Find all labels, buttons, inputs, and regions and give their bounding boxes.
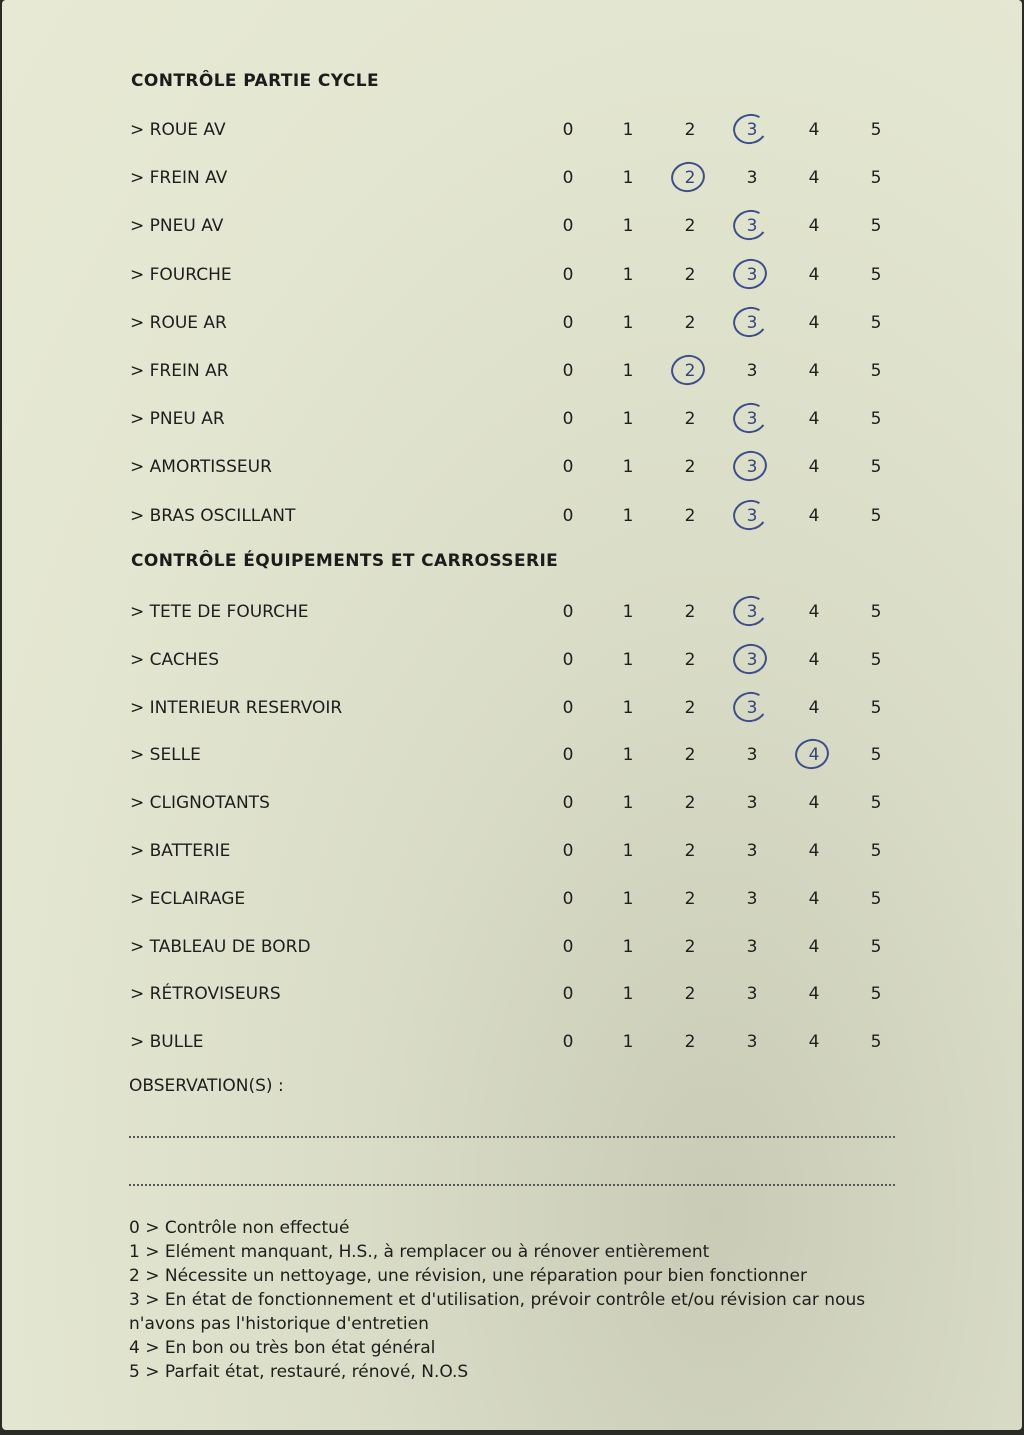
score-option-1[interactable]: 1 xyxy=(622,120,634,140)
row-label: > CACHES xyxy=(130,649,220,670)
row-label: > ECLAIRAGE xyxy=(130,888,246,909)
score-option-4[interactable]: 4 xyxy=(808,264,820,285)
score-option-1[interactable]: 1 xyxy=(622,361,634,381)
hand-drawn-circle-mark xyxy=(730,448,769,484)
score-option-0[interactable]: 0 xyxy=(562,264,574,285)
score-option-3[interactable]: 3 xyxy=(746,361,758,381)
score-option-3[interactable]: 3 xyxy=(742,650,762,670)
score-option-1[interactable]: 1 xyxy=(622,168,634,189)
score-option-4[interactable]: 4 xyxy=(808,312,820,333)
checklist-row xyxy=(2,598,1022,628)
score-option-3[interactable]: 3 xyxy=(742,313,762,333)
score-option-5[interactable]: 5 xyxy=(870,312,882,333)
legend-item-4: 4 > En bon ou très bon état général xyxy=(129,1338,436,1358)
score-option-2[interactable]: 2 xyxy=(680,168,700,188)
score-option-3[interactable]: 3 xyxy=(746,793,758,814)
score-option-2[interactable]: 2 xyxy=(684,888,696,909)
score-option-3[interactable]: 3 xyxy=(746,888,758,909)
score-option-1[interactable]: 1 xyxy=(622,888,634,909)
row-label: > FREIN AR xyxy=(130,361,229,381)
score-option-1[interactable]: 1 xyxy=(622,1032,634,1053)
score-option-2[interactable]: 2 xyxy=(684,216,696,237)
checklist-row xyxy=(2,357,1022,387)
row-label: > BATTERIE xyxy=(130,841,231,861)
score-option-3[interactable]: 3 xyxy=(742,457,762,477)
score-option-3[interactable]: 3 xyxy=(746,936,758,957)
row-label: > SELLE xyxy=(130,745,201,766)
score-option-5[interactable]: 5 xyxy=(870,793,882,814)
score-option-4[interactable]: 4 xyxy=(808,649,820,670)
score-option-2[interactable]: 2 xyxy=(684,984,696,1005)
score-option-3[interactable]: 3 xyxy=(742,216,762,236)
hand-drawn-circle-mark xyxy=(730,304,769,340)
score-option-5[interactable]: 5 xyxy=(870,409,882,430)
score-option-1[interactable]: 1 xyxy=(622,505,634,526)
score-option-1[interactable]: 1 xyxy=(622,984,634,1005)
score-option-3[interactable]: 3 xyxy=(742,120,762,140)
score-option-1[interactable]: 1 xyxy=(622,841,634,861)
score-option-0[interactable]: 0 xyxy=(562,312,574,333)
row-label: > TETE DE FOURCHE xyxy=(130,602,309,622)
row-label: > BULLE xyxy=(130,1032,204,1053)
score-option-2[interactable]: 2 xyxy=(684,602,696,622)
score-option-3[interactable]: 3 xyxy=(746,1032,758,1053)
observations-label: OBSERVATION(S) : xyxy=(129,1076,284,1096)
checklist-row xyxy=(2,1028,1022,1058)
row-label: > PNEU AR xyxy=(130,409,225,430)
row-label: > RÉTROVISEURS xyxy=(130,984,281,1005)
score-legend xyxy=(129,1216,889,1384)
score-option-5[interactable]: 5 xyxy=(870,888,882,909)
score-option-5[interactable]: 5 xyxy=(870,745,882,766)
checklist-row xyxy=(2,502,1022,532)
checklist-row xyxy=(2,646,1022,676)
score-option-1[interactable]: 1 xyxy=(622,216,634,237)
legend-item-1: 1 > Elément manquant, H.S., à remplacer ou à rénover entièrement xyxy=(129,1242,710,1262)
score-option-4[interactable]: 4 xyxy=(808,168,820,189)
section-title-equipment: CONTRÔLE ÉQUIPEMENTS ET CARROSSERIE xyxy=(131,551,559,571)
inspection-sheet xyxy=(2,0,1022,1430)
score-option-1[interactable]: 1 xyxy=(622,745,634,766)
score-option-4[interactable]: 4 xyxy=(808,120,820,140)
row-label: > FOURCHE xyxy=(130,264,232,285)
score-option-0[interactable]: 0 xyxy=(562,505,574,526)
score-option-0[interactable]: 0 xyxy=(562,361,574,381)
score-option-1[interactable]: 1 xyxy=(622,697,634,718)
score-option-5[interactable]: 5 xyxy=(870,120,882,140)
row-label: > ROUE AV xyxy=(130,120,226,140)
score-option-0[interactable]: 0 xyxy=(562,409,574,430)
score-option-2[interactable]: 2 xyxy=(684,264,696,285)
checklist-row xyxy=(2,741,1022,771)
score-option-5[interactable]: 5 xyxy=(870,216,882,237)
score-option-5[interactable]: 5 xyxy=(870,841,882,861)
score-option-2[interactable]: 2 xyxy=(680,361,700,381)
row-label: > FREIN AV xyxy=(130,168,228,189)
legend-item-3: 3 > En état de fonctionnement et d'utilisation, prévoir contrôle et/ou révision car nous n'avons pas l'historique d'entretien xyxy=(129,1290,866,1334)
hand-drawn-circle-mark xyxy=(730,496,769,532)
score-option-3[interactable]: 3 xyxy=(746,984,758,1005)
score-option-0[interactable]: 0 xyxy=(562,1032,574,1053)
hand-drawn-circle-mark xyxy=(730,400,769,436)
score-option-0[interactable]: 0 xyxy=(562,168,574,189)
hand-drawn-circle-mark xyxy=(730,593,769,629)
score-option-5[interactable]: 5 xyxy=(870,602,882,622)
score-option-4[interactable]: 4 xyxy=(808,984,820,1005)
score-option-4[interactable]: 4 xyxy=(804,745,824,765)
score-option-4[interactable]: 4 xyxy=(808,888,820,909)
score-option-2[interactable]: 2 xyxy=(684,841,696,861)
checklist-row xyxy=(2,885,1022,915)
score-option-2[interactable]: 2 xyxy=(684,505,696,526)
legend-item-0: 0 > Contrôle non effectué xyxy=(129,1218,350,1238)
score-option-4[interactable]: 4 xyxy=(808,1032,820,1053)
score-option-3[interactable]: 3 xyxy=(742,602,762,622)
score-option-0[interactable]: 0 xyxy=(562,649,574,670)
score-option-5[interactable]: 5 xyxy=(870,264,882,285)
hand-drawn-circle-mark xyxy=(668,352,707,388)
score-option-0[interactable]: 0 xyxy=(562,216,574,237)
score-option-1[interactable]: 1 xyxy=(622,409,634,430)
score-option-3[interactable]: 3 xyxy=(746,841,758,861)
score-option-4[interactable]: 4 xyxy=(808,936,820,957)
score-option-5[interactable]: 5 xyxy=(870,984,882,1005)
score-option-1[interactable]: 1 xyxy=(622,793,634,814)
score-option-3[interactable]: 3 xyxy=(746,745,758,766)
score-option-0[interactable]: 0 xyxy=(562,745,574,766)
score-option-2[interactable]: 2 xyxy=(684,745,696,766)
observation-line-2[interactable] xyxy=(129,1184,895,1186)
score-option-4[interactable]: 4 xyxy=(808,841,820,861)
legend-item-5: 5 > Parfait état, restauré, rénové, N.O.S xyxy=(129,1362,469,1382)
score-option-3[interactable]: 3 xyxy=(746,168,758,189)
score-option-2[interactable]: 2 xyxy=(684,1032,696,1053)
row-label: > INTERIEUR RESERVOIR xyxy=(130,697,343,718)
score-option-2[interactable]: 2 xyxy=(684,457,696,478)
score-option-1[interactable]: 1 xyxy=(622,312,634,333)
score-option-2[interactable]: 2 xyxy=(684,936,696,957)
score-option-2[interactable]: 2 xyxy=(684,649,696,670)
score-option-4[interactable]: 4 xyxy=(808,697,820,718)
row-label: > AMORTISSEUR xyxy=(130,457,272,478)
score-option-4[interactable]: 4 xyxy=(808,505,820,526)
checklist-row xyxy=(2,837,1022,867)
score-option-0[interactable]: 0 xyxy=(562,793,574,814)
score-option-0[interactable]: 0 xyxy=(562,984,574,1005)
row-label: > CLIGNOTANTS xyxy=(130,793,270,814)
hand-drawn-circle-mark xyxy=(730,207,769,243)
score-option-3[interactable]: 3 xyxy=(742,265,762,285)
score-option-3[interactable]: 3 xyxy=(742,409,762,429)
score-option-3[interactable]: 3 xyxy=(742,506,762,526)
score-option-1[interactable]: 1 xyxy=(622,264,634,285)
score-option-2[interactable]: 2 xyxy=(684,409,696,430)
score-option-2[interactable]: 2 xyxy=(684,793,696,814)
score-option-0[interactable]: 0 xyxy=(562,936,574,957)
score-option-0[interactable]: 0 xyxy=(562,120,574,140)
score-option-5[interactable]: 5 xyxy=(870,457,882,478)
hand-drawn-circle-mark xyxy=(668,159,707,195)
checklist-row xyxy=(2,164,1022,194)
score-option-4[interactable]: 4 xyxy=(808,793,820,814)
checklist-row xyxy=(2,116,1022,146)
hand-drawn-circle-mark xyxy=(792,736,831,772)
score-option-3[interactable]: 3 xyxy=(742,698,762,718)
score-option-1[interactable]: 1 xyxy=(622,602,634,622)
score-option-1[interactable]: 1 xyxy=(622,936,634,957)
hand-drawn-circle-mark xyxy=(730,641,769,677)
score-option-2[interactable]: 2 xyxy=(684,312,696,333)
score-option-0[interactable]: 0 xyxy=(562,457,574,478)
score-option-5[interactable]: 5 xyxy=(870,361,882,381)
row-label: > ROUE AR xyxy=(130,312,227,333)
score-option-4[interactable]: 4 xyxy=(808,457,820,478)
score-option-0[interactable]: 0 xyxy=(562,888,574,909)
section-title-cycle: CONTRÔLE PARTIE CYCLE xyxy=(131,71,379,91)
score-option-2[interactable]: 2 xyxy=(684,697,696,718)
checklist-row xyxy=(2,980,1022,1010)
checklist-row xyxy=(2,261,1022,291)
legend-item-2: 2 > Nécessite un nettoyage, une révision, une réparation pour bien fonctionner xyxy=(129,1266,807,1286)
score-option-1[interactable]: 1 xyxy=(622,457,634,478)
row-label: > BRAS OSCILLANT xyxy=(130,505,296,526)
hand-drawn-circle-mark xyxy=(730,688,769,724)
score-option-4[interactable]: 4 xyxy=(808,409,820,430)
score-option-5[interactable]: 5 xyxy=(870,505,882,526)
row-label: > PNEU AV xyxy=(130,216,224,237)
score-option-1[interactable]: 1 xyxy=(622,649,634,670)
score-option-5[interactable]: 5 xyxy=(870,1032,882,1053)
checklist-row xyxy=(2,405,1022,435)
score-option-4[interactable]: 4 xyxy=(808,602,820,622)
checklist-row xyxy=(2,309,1022,339)
score-option-0[interactable]: 0 xyxy=(562,697,574,718)
checklist-row xyxy=(2,789,1022,819)
score-option-0[interactable]: 0 xyxy=(562,602,574,622)
hand-drawn-circle-mark xyxy=(730,111,769,147)
observation-line-1[interactable] xyxy=(129,1136,895,1138)
score-option-4[interactable]: 4 xyxy=(808,216,820,237)
checklist-row xyxy=(2,933,1022,963)
score-option-5[interactable]: 5 xyxy=(870,697,882,718)
row-label: > TABLEAU DE BORD xyxy=(130,936,311,957)
checklist-row xyxy=(2,694,1022,724)
score-option-2[interactable]: 2 xyxy=(684,120,696,140)
checklist-row xyxy=(2,212,1022,242)
hand-drawn-circle-mark xyxy=(730,255,769,291)
score-option-5[interactable]: 5 xyxy=(870,936,882,957)
score-option-5[interactable]: 5 xyxy=(870,168,882,189)
score-option-5[interactable]: 5 xyxy=(870,649,882,670)
score-option-0[interactable]: 0 xyxy=(562,841,574,861)
score-option-4[interactable]: 4 xyxy=(808,361,820,381)
checklist-row xyxy=(2,453,1022,483)
